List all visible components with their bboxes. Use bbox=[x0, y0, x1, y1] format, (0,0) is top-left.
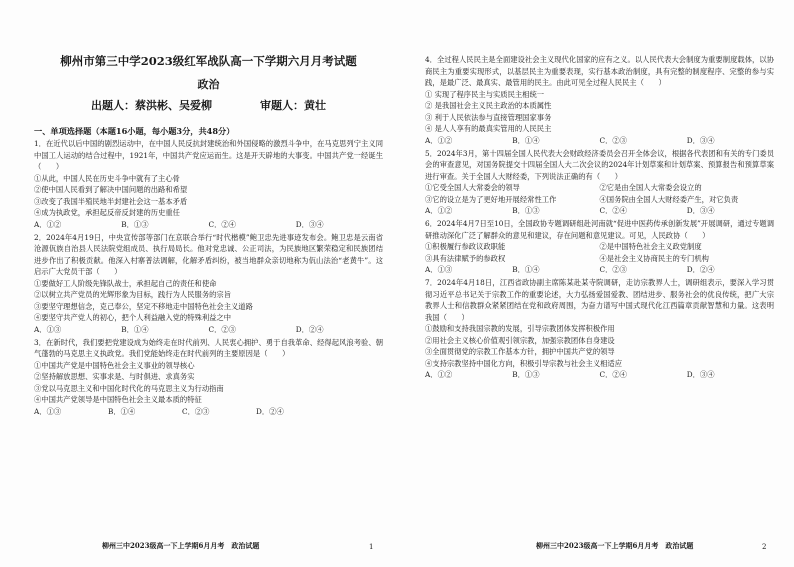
option: ④支持宗教坚持中国化方向，积极引导宗教与社会主义相适应 bbox=[425, 358, 623, 368]
question-stem: 4．全过程人民民主是全面建设社会主义现代化国家的应有之义。以人民代表大会制度为重要制度载体，以协商民主为重要实现形式，以基层民主为重要表现，实行基本政治制度，具有完整的制度程序、完整的参与实践，是最广泛、最真实、最管用的民主。由此可见全过程人民民主（ ） bbox=[425, 55, 774, 87]
setter: 出题人：蔡洪彬、吴爱柳 bbox=[91, 99, 212, 112]
answer-a: A．①② bbox=[34, 219, 62, 229]
answer-b: B．①③ bbox=[512, 370, 540, 379]
option: ④ 是人人享有的最真实管用的人民民主 bbox=[425, 124, 552, 133]
option: ③具有法律赋予的参政权 bbox=[425, 253, 506, 263]
page-1-number: 1 bbox=[369, 543, 374, 551]
option: ②它是由全国人大常委会设立的 bbox=[599, 183, 702, 192]
answer-b: B．①③ bbox=[121, 219, 149, 229]
question-6 bbox=[425, 218, 774, 276]
question-4 bbox=[425, 54, 774, 147]
answer-b: B．①④ bbox=[512, 265, 540, 274]
answer-a: A．①② bbox=[425, 135, 453, 145]
answer-d: D．②④ bbox=[295, 324, 324, 334]
answer-c: C．②③ bbox=[599, 265, 627, 274]
option-grid bbox=[425, 182, 774, 205]
question-7 bbox=[425, 277, 774, 381]
question-3 bbox=[34, 337, 383, 418]
option: ④要坚守共产党人的初心，把个人利益融入党的特殊利益之中 bbox=[34, 313, 232, 322]
answer-a: A．①③ bbox=[34, 324, 62, 334]
answer-choices bbox=[34, 324, 383, 336]
question-stem: 2．2024年4月19日，中央宣传部等部门在京联合举行“时代楷模”鲍卫忠先进事迹发布会。鲍卫忠是云南省沧源佤族自治县人民法院党组成员、执行局局长。他对党忠诚、公正司法，为民族地区繁荣稳定和民族团结进步作出了积极贡献。他深入村寨普法调解，化解矛盾纠纷，被当地群众亲切地称为佤山法治“老黄牛”。这启示广大党员干部（ ） bbox=[34, 232, 383, 276]
answer-c: C．②③ bbox=[208, 324, 236, 334]
option: ①中国共产党是中国特色社会主义事业的领导核心 bbox=[34, 360, 195, 370]
setters-line bbox=[34, 98, 383, 113]
question-stem: 7．2024年4月18日，江西省政协副主席陈某赴某寺院调研，走访宗教界人士，调研组表示，要深入学习贯彻习近平总书记关于宗教工作的重要论述，大力弘扬爱国爱教、团结进步、服务社会的优良传统，把广大宗教界人士和信教群众紧紧团结在党和政府周围，为奋力谱写中国式现代化江西篇章贡献智慧和力量。这表明我国（ ） bbox=[425, 278, 774, 322]
page-2 bbox=[397, 0, 794, 567]
answer-b: B．①④ bbox=[108, 406, 136, 416]
answer-d: D．②④ bbox=[256, 406, 284, 416]
option: ③它的设立是为了更好地开展经常性工作 bbox=[425, 194, 557, 204]
option: ③党以马克思主义和中国化时代化的马克思主义为行动指南 bbox=[34, 383, 224, 393]
option: ② 是我国社会主义民主政治的本质属性 bbox=[425, 101, 552, 110]
question-stem: 1．在近代以后中国的剧烈运动中，在中国人民反抗封建统治和外国侵略的激烈斗争中，在马克思列宁主义同中国工人运动的结合过程中，1921年，中国共产党应运而生。这是开天辟地的大事变。中国共产党一经诞生（ ） bbox=[34, 139, 383, 171]
section-heading: 一、单项选择题（本题16小题，每小题3分，共48分） bbox=[34, 126, 235, 136]
page-1-footer: 柳州三中2023级高一下上学期6月月考 政治试题 bbox=[102, 541, 260, 550]
answer-d: D．③④ bbox=[686, 135, 715, 145]
answer-a: A．①② bbox=[425, 370, 453, 379]
option: ②以树立共产党员的光辉形象为目标，践行为人民服务的宗旨 bbox=[34, 290, 232, 299]
option: ④中国共产党领导是中国特色社会主义最本质的特征 bbox=[34, 395, 202, 404]
option: ④国务院由全国人大财经委产生，对它负责 bbox=[599, 194, 739, 204]
option: ②用社会主义核心价值观引领宗教，加强宗教团体自身建设 bbox=[425, 335, 615, 345]
question-stem: 3．在新时代，我们要把党建设成为始终走在时代前列、人民衷心拥护、勇于自我革命、经得起风浪考验、朝气蓬勃的马克思主义执政党。我们党能始终走在时代前列的主要原因是（ ） bbox=[34, 337, 383, 358]
option: ②坚持解放思想、实事求是、与时俱进、求真务实 bbox=[34, 372, 195, 381]
answer-a: A．①③ bbox=[34, 406, 62, 416]
answer-d: D．③④ bbox=[295, 219, 324, 229]
option: ②使中国人民看到了解决中国问题的出路和希望 bbox=[34, 185, 188, 194]
option: ③改变了我国半殖民地半封建社会这一基本矛盾 bbox=[34, 196, 188, 206]
option: ①积极履行参政议政职能 bbox=[425, 242, 506, 251]
page-2-number: 2 bbox=[762, 543, 767, 551]
answer-d: D．②④ bbox=[686, 265, 715, 274]
option: ③要坚守理想信念，克己奉公，坚定不移地走中国特色社会主义道路 bbox=[34, 301, 253, 311]
question-2 bbox=[34, 232, 383, 336]
question-stem: 5．2024年3月，第十四届全国人民代表大会财政经济委员会召开全体会议，根据各代表团和有关的专门委员会的审查意见，对国务院提交十四届全国人大二次会议的2024年计划草案和计划草案、预算报告和预算草案进行审查。关于全国人大财经委，下列说法正确的有（ ） bbox=[425, 148, 774, 181]
option: ①要做好工人阶级先锋队战士，承担起自己的责任和使命 bbox=[34, 278, 217, 288]
answer-choices bbox=[425, 369, 774, 381]
answer-b: B．①④ bbox=[121, 324, 149, 334]
answer-c: C．②③ bbox=[599, 135, 627, 145]
answer-c: C．②③ bbox=[182, 406, 210, 416]
page-2-footer: 柳州三中2023级高一下上学期6月月考 政治试题 bbox=[536, 541, 694, 550]
exam-title: 柳州市第三中学2023级红军战队高一下学期六月月考试题 bbox=[60, 54, 357, 68]
option-grid bbox=[425, 241, 774, 264]
option: ③全面贯彻党的宗教工作基本方针，拥护中国共产党的领导 bbox=[425, 347, 615, 356]
answer-choices bbox=[425, 205, 774, 217]
option: ②是中国特色社会主义政党制度 bbox=[599, 242, 702, 251]
answer-choices bbox=[425, 135, 774, 147]
question-5 bbox=[425, 148, 774, 218]
answer-b: B．①④ bbox=[512, 135, 540, 145]
question-stem: 6．2024年4月7日至10日，全国政协专题调研组赴河南就“促进中医药传承创新发展”开展调研，通过专题调研推动深化广泛了解群众的意见和建议，存在问题和意见建议。可见，人民政协（ ） bbox=[425, 219, 774, 240]
question-1 bbox=[34, 138, 383, 231]
answer-d: D．③④ bbox=[686, 370, 715, 379]
answer-a: A．①② bbox=[425, 206, 453, 215]
option: ① 实现了程序民主与实质民主相统一 bbox=[425, 89, 545, 99]
option: ①鼓励和支持我国宗教的发展，引导宗教团体发挥积极作用 bbox=[425, 324, 615, 333]
option: ④成为执政党，承担起反帝反封建的历史重任 bbox=[34, 208, 180, 217]
option: ①从此，中国人民在历史斗争中就有了主心骨 bbox=[34, 173, 180, 183]
option: ④是社会主义协商民主的专门机构 bbox=[599, 253, 709, 263]
option: ①它受全国人大常委会的领导 bbox=[425, 183, 520, 192]
answer-choices bbox=[34, 406, 383, 418]
answer-c: C．②④ bbox=[599, 370, 627, 379]
reviewer: 审题人：黄壮 bbox=[260, 99, 326, 112]
answer-c: C．②④ bbox=[599, 206, 627, 215]
answer-a: A．①③ bbox=[425, 265, 453, 274]
answer-choices bbox=[34, 219, 383, 231]
answer-d: D．③④ bbox=[686, 206, 715, 215]
subject-title: 政治 bbox=[197, 78, 220, 91]
option: ③ 利于人民依法参与直接管理国家事务 bbox=[425, 112, 552, 122]
answer-choices bbox=[425, 264, 774, 276]
answer-c: C．②④ bbox=[208, 219, 236, 229]
answer-b: B．①③ bbox=[512, 206, 540, 215]
